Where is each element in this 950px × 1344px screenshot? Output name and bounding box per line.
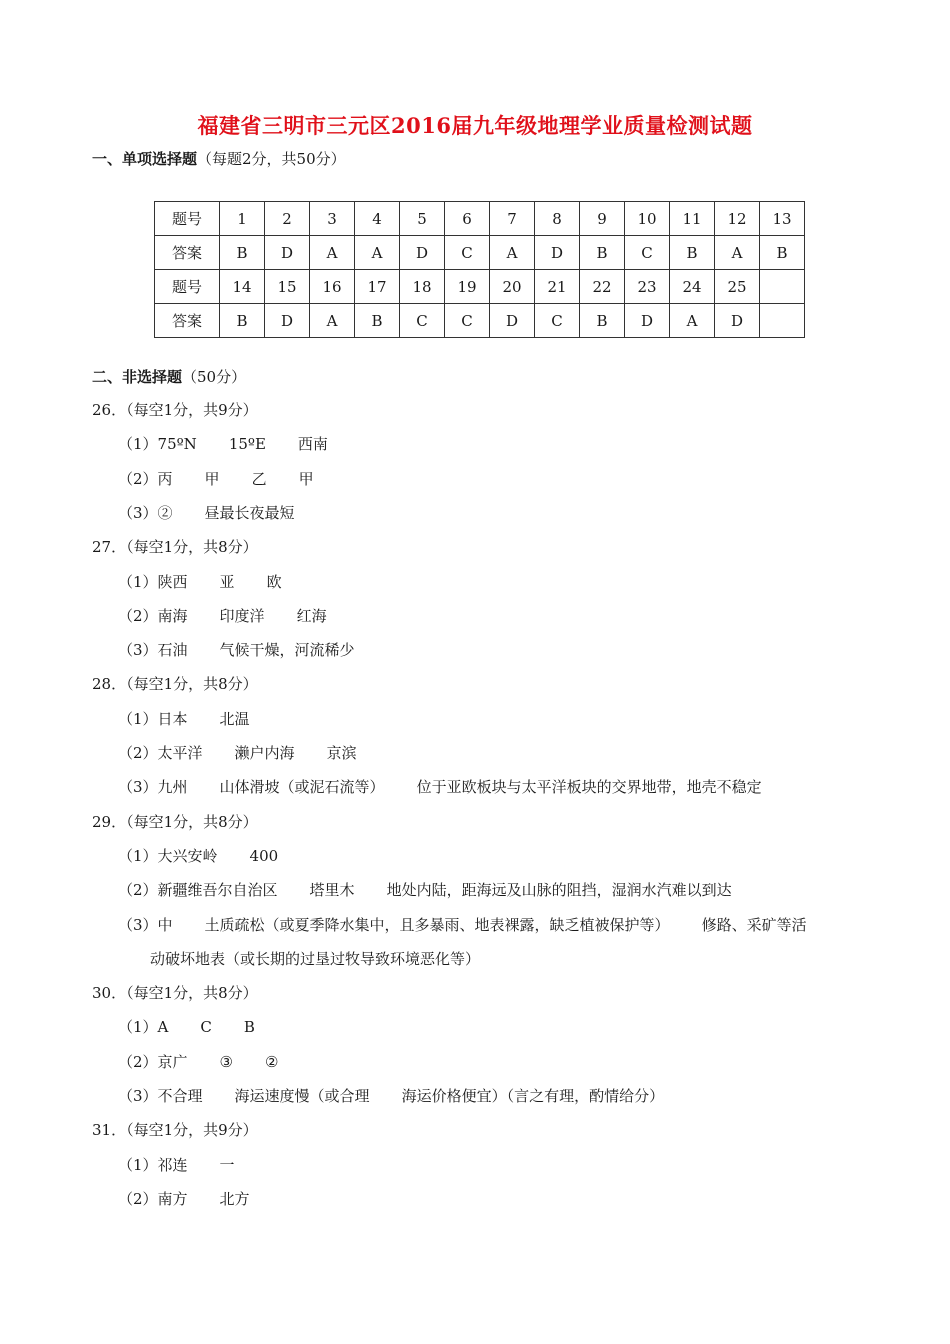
answer-text: 动破坏地表（或长期的过垦过牧导致环境恶化等） xyxy=(150,949,481,968)
table-cell: A xyxy=(310,236,355,270)
table-cell: C xyxy=(400,304,445,338)
table-cell: 17 xyxy=(355,270,400,304)
row-label: 答案 xyxy=(155,304,220,338)
table-cell: 10 xyxy=(625,202,670,236)
table-cell: D xyxy=(265,236,310,270)
answer-text: 乙 xyxy=(251,469,267,488)
answer-line xyxy=(150,949,480,969)
table-cell: 9 xyxy=(580,202,625,236)
table-cell: D xyxy=(625,304,670,338)
answer-text: 濑户内海 xyxy=(234,744,295,762)
table-cell: 8 xyxy=(535,202,580,236)
answer-text: C xyxy=(200,1018,212,1037)
answer-line xyxy=(118,1017,255,1037)
table-cell: 2 xyxy=(265,202,310,236)
table-cell: 4 xyxy=(355,202,400,236)
table-row xyxy=(155,236,805,270)
section-2-heading xyxy=(92,366,246,387)
question-header xyxy=(92,983,258,1003)
answer-line xyxy=(118,503,295,523)
answer-line xyxy=(118,1155,235,1175)
answer-line xyxy=(118,606,327,626)
page-title: 福建省三明市三元区2016届九年级地理学业质量检测试题 xyxy=(197,113,753,138)
table-cell: C xyxy=(535,304,580,338)
table-cell: 20 xyxy=(490,270,535,304)
answer-text: 土质疏松（或夏季降水集中，且多暴雨、地表裸露，缺乏植被保护等） xyxy=(204,915,670,934)
answer-text: （1）75ºN xyxy=(118,435,197,454)
answer-text: 28．（每空1分，共8分） xyxy=(92,675,258,694)
table-cell: A xyxy=(355,236,400,270)
answer-text: 亚 xyxy=(219,572,235,591)
table-cell xyxy=(760,270,805,304)
answer-text: 29．（每空1分，共8分） xyxy=(92,812,258,831)
answer-line xyxy=(118,777,762,797)
answer-text: （3）石油 xyxy=(118,641,188,660)
answer-text: 气候干燥，河流稀少 xyxy=(219,641,355,660)
table-cell: 1 xyxy=(220,202,265,236)
table-cell: B xyxy=(760,236,805,270)
table-cell: B xyxy=(220,236,265,270)
answer-text: 甲 xyxy=(204,469,220,488)
answer-text: 塔里木 xyxy=(309,881,355,900)
answer-text: （3）② xyxy=(118,503,173,522)
table-cell: B xyxy=(670,236,715,270)
table-cell xyxy=(760,304,805,338)
answer-line xyxy=(118,469,314,489)
table-cell: 22 xyxy=(580,270,625,304)
table-cell: 5 xyxy=(400,202,445,236)
table-cell: C xyxy=(625,236,670,270)
answer-text: ② xyxy=(265,1052,279,1071)
answer-line xyxy=(118,880,732,900)
table-row xyxy=(155,270,805,304)
answer-text: （3）中 xyxy=(118,915,173,934)
answer-table xyxy=(154,201,805,338)
table-cell: 25 xyxy=(715,270,760,304)
table-cell: D xyxy=(490,304,535,338)
answer-text: 27．（每空1分，共8分） xyxy=(92,538,258,557)
answer-text: 红海 xyxy=(296,606,327,625)
table-cell: 7 xyxy=(490,202,535,236)
answer-text: （1）A xyxy=(118,1018,169,1037)
answer-line xyxy=(118,1052,278,1072)
answer-line xyxy=(118,1189,250,1209)
answer-text: 海运速度慢（或合理 xyxy=(234,1087,370,1105)
table-cell: C xyxy=(445,304,490,338)
answer-line xyxy=(118,434,328,454)
table-cell: 13 xyxy=(760,202,805,236)
table-cell: 12 xyxy=(715,202,760,236)
answer-text: 海运价格便宜）（言之有理，酌情给分） xyxy=(401,1087,665,1105)
table-cell: B xyxy=(580,236,625,270)
section-2-title: 二、非选择题 xyxy=(92,368,183,386)
table-cell: A xyxy=(310,304,355,338)
section-2-note: （50分） xyxy=(182,368,247,386)
answer-text: （1）大兴安岭 xyxy=(118,846,218,865)
answer-text: 印度洋 xyxy=(219,606,265,625)
table-cell: 14 xyxy=(220,270,265,304)
answer-text: （2）新疆维吾尔自治区 xyxy=(118,881,278,900)
answer-text: 30．（每空1分，共8分） xyxy=(92,984,258,1003)
answer-line xyxy=(118,915,807,935)
answer-text: （2）太平洋 xyxy=(118,744,203,762)
answer-text: 位于亚欧板块与太平洋板块的交界地带，地壳不稳定 xyxy=(416,778,762,797)
table-cell: 16 xyxy=(310,270,355,304)
table-cell: A xyxy=(670,304,715,338)
answer-line xyxy=(118,709,250,729)
section-1-note: （每题2分，共50分） xyxy=(197,150,346,168)
table-cell: 11 xyxy=(670,202,715,236)
table-cell: 19 xyxy=(445,270,490,304)
section-1-heading xyxy=(92,148,346,169)
answer-text: （3）不合理 xyxy=(118,1087,203,1105)
question-header xyxy=(92,400,258,420)
answer-text: 北方 xyxy=(219,1189,250,1208)
row-label: 题号 xyxy=(155,202,220,236)
answer-text: （2）南方 xyxy=(118,1189,188,1208)
table-cell: 18 xyxy=(400,270,445,304)
table-cell: 6 xyxy=(445,202,490,236)
answer-text: 15ºE xyxy=(228,435,266,454)
row-label: 题号 xyxy=(155,270,220,304)
answer-text: 31．（每空1分，共9分） xyxy=(92,1121,258,1140)
answer-text: （2）丙 xyxy=(118,469,173,488)
answer-text: 西南 xyxy=(297,435,328,454)
question-header xyxy=(92,812,258,832)
row-label: 答案 xyxy=(155,236,220,270)
answer-text: 欧 xyxy=(266,572,282,591)
table-cell: D xyxy=(715,304,760,338)
table-cell: B xyxy=(220,304,265,338)
answer-text: （2）京广 xyxy=(118,1052,188,1071)
answer-text: 山体滑坡（或泥石流等） xyxy=(219,778,385,797)
table-row xyxy=(155,304,805,338)
answer-text: 26．（每空1分，共9分） xyxy=(92,401,258,419)
table-cell: B xyxy=(355,304,400,338)
answer-text: 一 xyxy=(219,1155,235,1174)
answer-line xyxy=(118,1086,664,1106)
table-cell: 21 xyxy=(535,270,580,304)
table-cell: D xyxy=(400,236,445,270)
question-header xyxy=(92,1120,258,1140)
answer-text: （1）陕西 xyxy=(118,572,188,591)
table-cell: 3 xyxy=(310,202,355,236)
answer-text: （3）九州 xyxy=(118,778,188,797)
table-cell: D xyxy=(265,304,310,338)
answer-text: （1）祁连 xyxy=(118,1155,188,1174)
answer-text: 地处内陆，距海远及山脉的阻挡，湿润水汽难以到达 xyxy=(386,881,732,900)
answer-text: ③ xyxy=(219,1052,233,1071)
table-row xyxy=(155,202,805,236)
answer-text: 甲 xyxy=(298,469,314,488)
question-header xyxy=(92,674,258,694)
answer-line xyxy=(118,846,278,866)
answer-text: 修路、采矿等活 xyxy=(701,915,807,934)
answer-line xyxy=(118,743,357,763)
answer-line xyxy=(118,640,355,660)
table-cell: 15 xyxy=(265,270,310,304)
answer-text: （2）南海 xyxy=(118,606,188,625)
answer-text: （1）日本 xyxy=(118,709,188,728)
table-cell: C xyxy=(445,236,490,270)
answer-text: 昼最长夜最短 xyxy=(204,503,295,522)
section-1-title: 一、单项选择题 xyxy=(92,150,198,168)
answer-text: 京滨 xyxy=(326,744,357,762)
answer-text: B xyxy=(243,1018,255,1037)
table-cell: D xyxy=(535,236,580,270)
answer-text: 北温 xyxy=(219,709,250,728)
table-cell: A xyxy=(715,236,760,270)
question-header xyxy=(92,537,258,557)
answer-text: 400 xyxy=(249,846,279,865)
table-cell: 23 xyxy=(625,270,670,304)
table-cell: A xyxy=(490,236,535,270)
table-cell: B xyxy=(580,304,625,338)
table-cell: 24 xyxy=(670,270,715,304)
answer-line xyxy=(118,572,282,592)
